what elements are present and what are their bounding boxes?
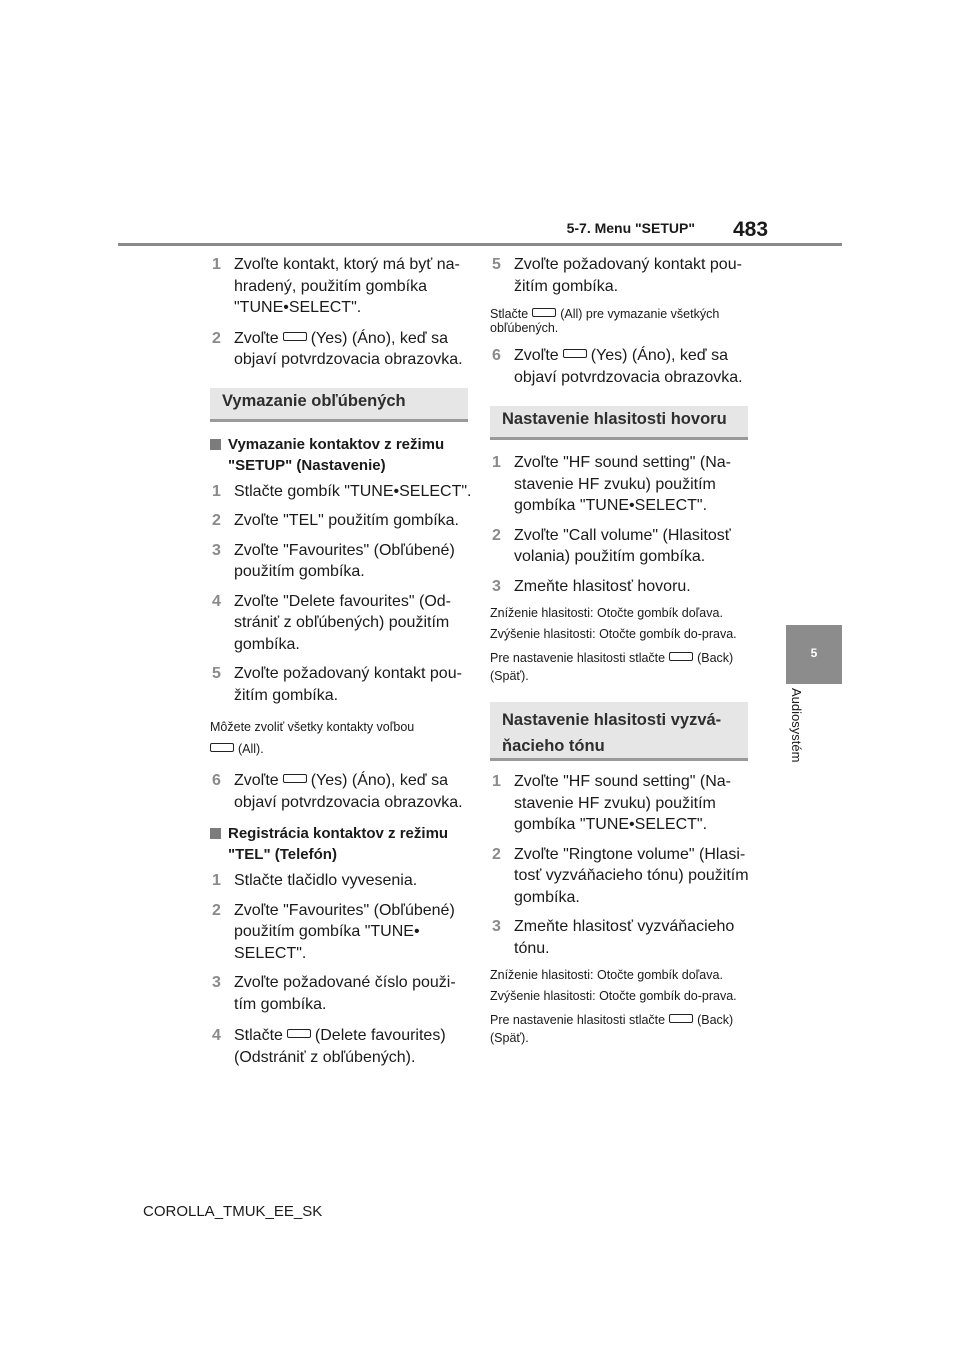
doc-code: COROLLA_TMUK_EE_SK xyxy=(143,1203,323,1220)
step-text: Zvoľte požadovaný kontakt pou-žitím gombíka. xyxy=(234,665,462,704)
step-text: Zvoľte požadovaný kontakt pou-žitím gombíka. xyxy=(514,256,742,295)
page-number: 483 xyxy=(733,218,769,241)
subsection-title: Vymazanie kontaktov z režimu "SETUP" (Nastavenie) xyxy=(228,435,445,474)
step-text: Stlačte tlačidlo vyvesenia. xyxy=(234,872,418,889)
step-2 xyxy=(490,525,752,568)
step-3 xyxy=(490,916,752,959)
section-heading-call-volume: Nastavenie hlasitosti hovoru xyxy=(490,406,748,440)
step-5 xyxy=(490,254,752,297)
step-number: 3 xyxy=(492,918,501,935)
step-2 xyxy=(210,510,472,532)
step-number: 1 xyxy=(212,256,221,273)
subsection-title: Registrácia kontaktov z režimu "TEL" (Telefón) xyxy=(228,825,449,863)
step-number: 2 xyxy=(492,845,501,863)
step-text-pre: Zvoľte xyxy=(234,329,279,347)
step-2 xyxy=(210,900,472,965)
step-6 xyxy=(490,345,752,388)
step-text: Zvoľte "Call volume" (Hlasitosť volania) použitím gombíka. xyxy=(514,526,731,565)
note-text-pre: Pre nastavenie hlasitosti stlačte xyxy=(490,651,666,665)
step-number: 2 xyxy=(212,512,221,529)
step-1 xyxy=(210,481,472,503)
button-icon xyxy=(283,332,307,341)
note-back xyxy=(490,649,752,685)
step-number: 1 xyxy=(212,482,221,500)
step-3 xyxy=(490,576,752,598)
section-heading-ringtone-volume: Nastavenie hlasitosti vyzvá-ňacieho tónu xyxy=(490,702,748,761)
step-1 xyxy=(210,870,472,892)
step-text: Zvoľte "TEL" použitím gombíka. xyxy=(234,512,459,529)
step-number: 2 xyxy=(492,526,501,544)
step-1 xyxy=(490,771,752,836)
step-3 xyxy=(210,972,472,1015)
step-number: 3 xyxy=(492,577,501,595)
left-column xyxy=(210,250,472,1068)
note-decrease-volume: Zníženie hlasitosti: Otočte gombík doľava. xyxy=(490,606,723,620)
right-column xyxy=(490,250,752,1047)
step-number: 6 xyxy=(212,772,221,789)
step-text-post: (Yes) (Áno), keď sa objaví potvrdzovacia obrazovka. xyxy=(234,772,463,811)
note-decrease-volume: Zníženie hlasitosti: Otočte gombík doľava. xyxy=(490,968,723,982)
button-icon xyxy=(669,1014,693,1023)
button-icon xyxy=(532,308,556,317)
step-number: 1 xyxy=(212,872,221,889)
step-number: 5 xyxy=(492,256,501,273)
chapter-title: Audiosystém xyxy=(789,688,804,763)
note-select-all xyxy=(210,716,472,760)
note-text-pre: Pre nastavenie hlasitosti stlačte xyxy=(490,1013,666,1027)
step-3 xyxy=(210,540,472,583)
step-number: 1 xyxy=(492,773,501,790)
note-text-post: (All). xyxy=(238,742,264,756)
note-text-pre: Stlačte xyxy=(490,307,529,321)
note-text-post: (Back) (Späť). xyxy=(490,1013,734,1045)
header-rule xyxy=(118,243,842,246)
step-text: Zvoľte "Ringtone volume" (Hlasi-tosť vyzváňacieho tónu) použitím gombíka. xyxy=(514,845,749,906)
step-number: 2 xyxy=(212,901,221,919)
step-text: Zmeňte hlasitosť vyzváňacieho tónu. xyxy=(514,918,735,957)
note-text-pre: Môžete zvoliť všetky kontakty voľbou xyxy=(210,720,415,734)
note-increase-volume: Zvýšenie hlasitosti: Otočte gombík do-prava. xyxy=(490,627,737,641)
step-text: Stlačte gombík "TUNE•SELECT". xyxy=(234,482,472,500)
step-text: Zvoľte "Favourites" (Obľúbené) použitím gombíka. xyxy=(234,541,455,580)
square-bullet-icon xyxy=(210,439,221,450)
note-delete-all xyxy=(490,307,752,335)
step-4 xyxy=(210,1025,472,1068)
step-number: 1 xyxy=(492,454,501,471)
step-text-pre: Zvoľte xyxy=(234,772,279,789)
step-number: 3 xyxy=(212,541,221,559)
step-5 xyxy=(210,663,472,706)
step-number: 4 xyxy=(212,592,221,610)
button-icon xyxy=(563,349,587,358)
chapter-tab: 5 xyxy=(786,625,842,684)
step-text: Zvoľte "Favourites" (Obľúbené) použitím gombíka "TUNE• SELECT". xyxy=(234,901,455,962)
step-4 xyxy=(210,591,472,656)
step-text-post: (Yes) (Áno), keď sa objaví potvrdzovacia obrazovka. xyxy=(514,347,743,386)
step-1 xyxy=(490,452,752,517)
button-icon xyxy=(669,652,693,661)
step-6 xyxy=(210,770,472,813)
note-increase-volume: Zvýšenie hlasitosti: Otočte gombík do-prava. xyxy=(490,989,737,1003)
note-text-post: (All) pre vymazanie všetkých obľúbených. xyxy=(490,307,720,335)
step-number: 3 xyxy=(212,974,221,991)
step-number: 2 xyxy=(212,329,221,347)
step-text-pre: Stlačte xyxy=(234,1027,283,1044)
section-heading-delete-favourites: Vymazanie obľúbených xyxy=(210,388,468,422)
step-2 xyxy=(490,844,752,909)
button-icon xyxy=(287,1029,311,1038)
step-text-post: (Yes) (Áno), keď sa objaví potvrdzovacia obrazovka. xyxy=(234,329,463,368)
step-text: Zvoľte "HF sound setting" (Na-stavenie HF zvuku) použitím gombíka "TUNE•SELECT". xyxy=(514,454,731,514)
step-text: Zvoľte požadované číslo použi-tím gombíka. xyxy=(234,974,456,1013)
subsection-heading xyxy=(210,823,472,865)
button-icon xyxy=(210,743,234,752)
step-number: 5 xyxy=(212,665,221,682)
step-number: 6 xyxy=(492,347,501,364)
chapter-label xyxy=(790,688,816,798)
step-text-pre: Zvoľte xyxy=(514,347,559,364)
step-text: Zvoľte "Delete favourites" (Od-strániť z obľúbených) použitím gombíka. xyxy=(234,592,451,653)
step-text: Zvoľte "HF sound setting" (Na-stavenie HF zvuku) použitím gombíka "TUNE•SELECT". xyxy=(514,773,731,833)
subsection-heading xyxy=(210,434,472,476)
step-text: Zvoľte kontakt, ktorý má byť na-hradený, použitím gombíka "TUNE•SELECT". xyxy=(234,256,460,316)
step-text-post: (Delete favourites) (Odstrániť z obľúbených). xyxy=(234,1027,446,1066)
step-2 xyxy=(210,328,472,371)
step-1 xyxy=(210,254,472,319)
square-bullet-icon xyxy=(210,828,221,839)
step-text: Zmeňte hlasitosť hovoru. xyxy=(514,577,691,595)
section-title: 5-7. Menu "SETUP" xyxy=(566,220,695,236)
note-text-post: (Back) (Späť). xyxy=(490,651,734,683)
note-back xyxy=(490,1011,752,1047)
button-icon xyxy=(283,774,307,783)
step-number: 4 xyxy=(212,1027,221,1044)
